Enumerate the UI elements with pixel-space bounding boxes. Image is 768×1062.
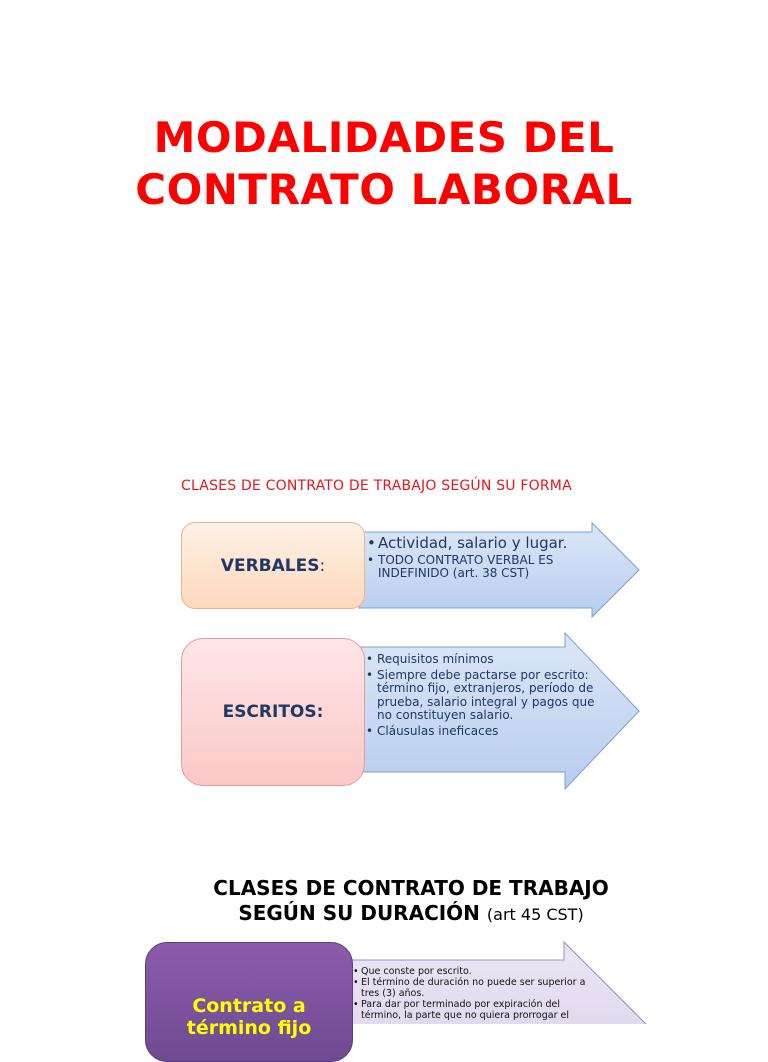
main-title-line2: CONTRATO LABORAL xyxy=(135,165,633,214)
verbales-colon: : xyxy=(319,555,326,576)
main-title xyxy=(0,112,768,216)
termino-fijo-label-line1: Contrato a xyxy=(192,995,306,1017)
main-title-line1: MODALIDADES DEL xyxy=(153,113,615,162)
termino-fijo-bullet: • Que conste por escrito. xyxy=(353,966,593,977)
escritos-bullet: • Cláusulas ineficaces xyxy=(366,725,596,739)
escritos-bullet: • Siempre debe pactarse por escrito: término fijo, extranjeros, período de prueba, salario integral y pagos que no constituyen salario. xyxy=(366,669,596,723)
verbales-bullet: • Actividad, salario y lugar. xyxy=(367,534,597,552)
duracion-heading xyxy=(0,876,768,927)
termino-fijo-label-line2: término fijo xyxy=(186,1017,312,1039)
termino-fijo-bullet: • El término de duración no puede ser superior a tres (3) años. xyxy=(353,977,593,999)
escritos-label: ESCRITOS: xyxy=(222,702,324,722)
escritos-bullet: • Requisitos mínimos xyxy=(366,653,596,667)
escritos-box xyxy=(181,638,365,786)
forma-heading: CLASES DE CONTRATO DE TRABAJO SEGÚN SU FORMA xyxy=(181,478,572,494)
escritos-bullet-list xyxy=(366,653,596,740)
verbales-bullet: • TODO CONTRATO VERBAL ES INDEFINIDO (art. 38 CST) xyxy=(367,554,597,580)
verbales-bullet-list xyxy=(367,534,597,580)
duracion-heading-line1: CLASES DE CONTRATO DE TRABAJO xyxy=(213,876,609,900)
termino-fijo-box xyxy=(145,942,353,1062)
verbales-box xyxy=(181,522,365,609)
duracion-heading-ref: (art 45 CST) xyxy=(486,905,584,924)
termino-fijo-bullet-list xyxy=(353,966,593,1021)
verbales-label: VERBALES xyxy=(220,555,320,576)
termino-fijo-bullet: • Para dar por terminado por expiración del término, la parte que no quiera prorrogar el xyxy=(353,999,593,1021)
duracion-heading-line2: SEGÚN SU DURACIÓN xyxy=(238,901,480,925)
